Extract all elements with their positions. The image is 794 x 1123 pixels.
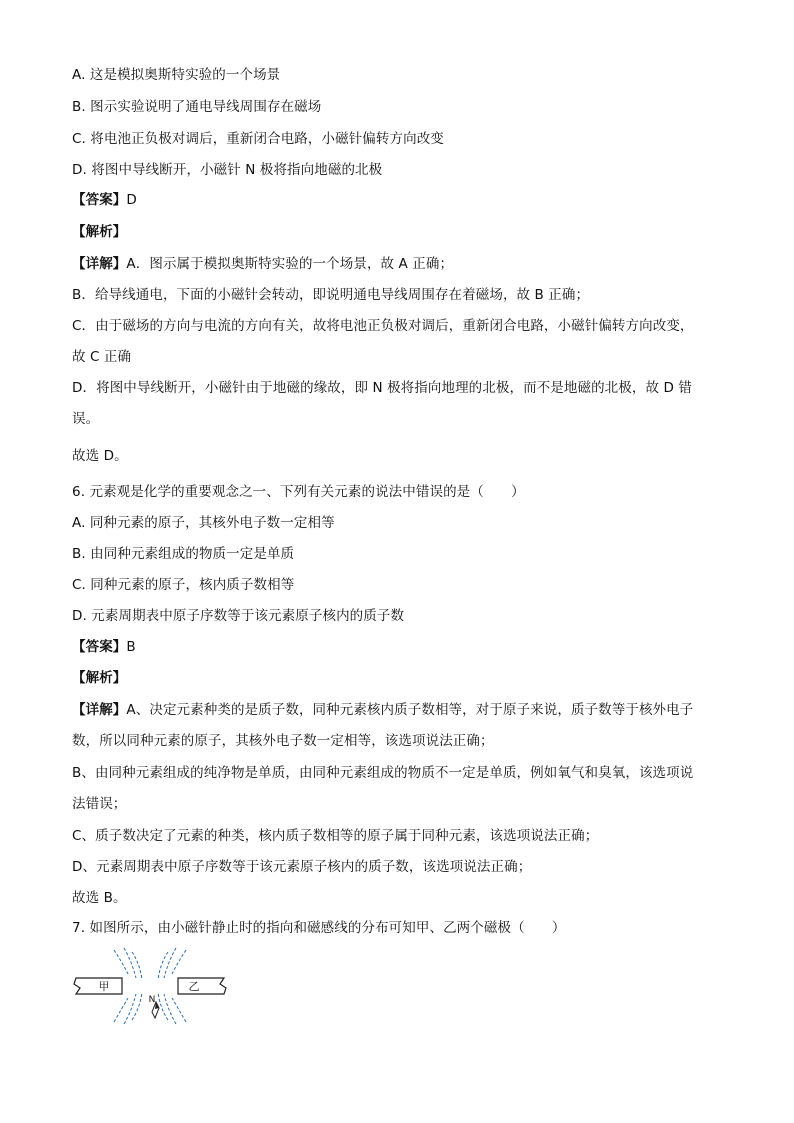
q6-analysis-tag: 【解析】 bbox=[72, 670, 127, 686]
q6-option-a: A. 同种元素的原子，其核外电子数一定相等 bbox=[72, 515, 335, 531]
q5-option-a: A. 这是模拟奥斯特实验的一个场景 bbox=[72, 67, 281, 83]
q6-option-d: D. 元素周期表中原子序数等于该元素原子核内的质子数 bbox=[72, 608, 405, 624]
q5-answer-value: D bbox=[126, 192, 137, 208]
q6-stem: 6. 元素观是化学的重要观念之一、下列有关元素的说法中错误的是（ ） bbox=[72, 484, 525, 500]
q5-detail-line-3: C．由于磁场的方向与电流的方向有关，故将电池正负极对调后，重新闭合电路，小磁针偏转方向改变， bbox=[72, 318, 694, 334]
q5-answer-tag: 【答案】 bbox=[72, 192, 127, 208]
q5-option-c: C. 将电池正负极对调后，重新闭合电路，小磁针偏转方向改变 bbox=[72, 131, 444, 147]
q5-analysis-tag: 【解析】 bbox=[72, 224, 127, 240]
right-magnet-body bbox=[178, 978, 226, 994]
q7-stem: 7. 如图所示，由小磁针静止时的指向和磁感线的分布可知甲、乙两个磁极（ ） bbox=[72, 920, 566, 936]
q6-detail-text-1: A、决定元素种类的是质子数，同种元素核内质子数相等，对于原子来说，质子数等于核外电子 bbox=[126, 702, 694, 718]
q5-detail-tag: 【详解】 bbox=[72, 256, 127, 272]
q5-option-b: B. 图示实验说明了通电导线周围存在磁场 bbox=[72, 99, 322, 115]
q5-detail-line-6: 误。 bbox=[72, 411, 100, 427]
q6-conclusion: 故选 B。 bbox=[72, 890, 127, 906]
q6-option-c: C. 同种元素的原子，核内质子数相等 bbox=[72, 577, 295, 593]
q5-detail-line-4: 故 C 正确 bbox=[72, 349, 132, 365]
needle-n-label: N bbox=[148, 995, 156, 1005]
q5-option-d: D. 将图中导线断开，小磁针 N 极将指向地磁的北极 bbox=[72, 162, 383, 178]
q5-detail-line-5: D．将图中导线断开，小磁针由于地磁的缘故，即 N 极将指向地理的北极，而不是地磁的北极，故 D 错 bbox=[72, 380, 692, 396]
q6-detail-tag: 【详解】 bbox=[72, 702, 127, 718]
q6-detail-line-6: D、元素周期表中原子序数等于该元素原子核内的质子数，该选项说法正确； bbox=[72, 859, 532, 875]
q5-conclusion: 故选 D。 bbox=[72, 448, 128, 464]
q5-detail-line-2: B．给导线通电，下面的小磁针会转动，即说明通电导线周围存在着磁场，故 B 正确； bbox=[72, 287, 590, 303]
q5-detail-line-1 bbox=[72, 254, 453, 274]
q6-answer-value: B bbox=[126, 639, 136, 655]
q6-detail-line-1 bbox=[72, 700, 693, 720]
q5-answer bbox=[72, 190, 137, 210]
q6-answer bbox=[72, 637, 136, 657]
left-magnet-label: 甲 bbox=[98, 980, 110, 993]
q6-detail-line-2: 数，所以同种元素的原子，其核外电子数一定相等，该选项说法正确； bbox=[72, 733, 494, 749]
right-magnet-label: 乙 bbox=[188, 980, 200, 993]
q6-detail-line-5: C、质子数决定了元素的种类，核内质子数相等的原子属于同种元素，该选项说法正确； bbox=[72, 828, 599, 844]
q6-answer-tag: 【答案】 bbox=[72, 639, 127, 655]
q6-detail-line-4: 法错误； bbox=[72, 796, 127, 812]
q6-option-b: B. 由同种元素组成的物质一定是单质 bbox=[72, 546, 295, 562]
q7-magnet-figure bbox=[70, 946, 230, 1028]
q5-detail-text-1: A．图示属于模拟奥斯特实验的一个场景，故 A 正确； bbox=[126, 256, 454, 272]
q6-detail-line-3: B、由同种元素组成的纯净物是单质，由同种元素组成的物质不一定是单质，例如氧气和臭氧，该选项说 bbox=[72, 765, 694, 781]
